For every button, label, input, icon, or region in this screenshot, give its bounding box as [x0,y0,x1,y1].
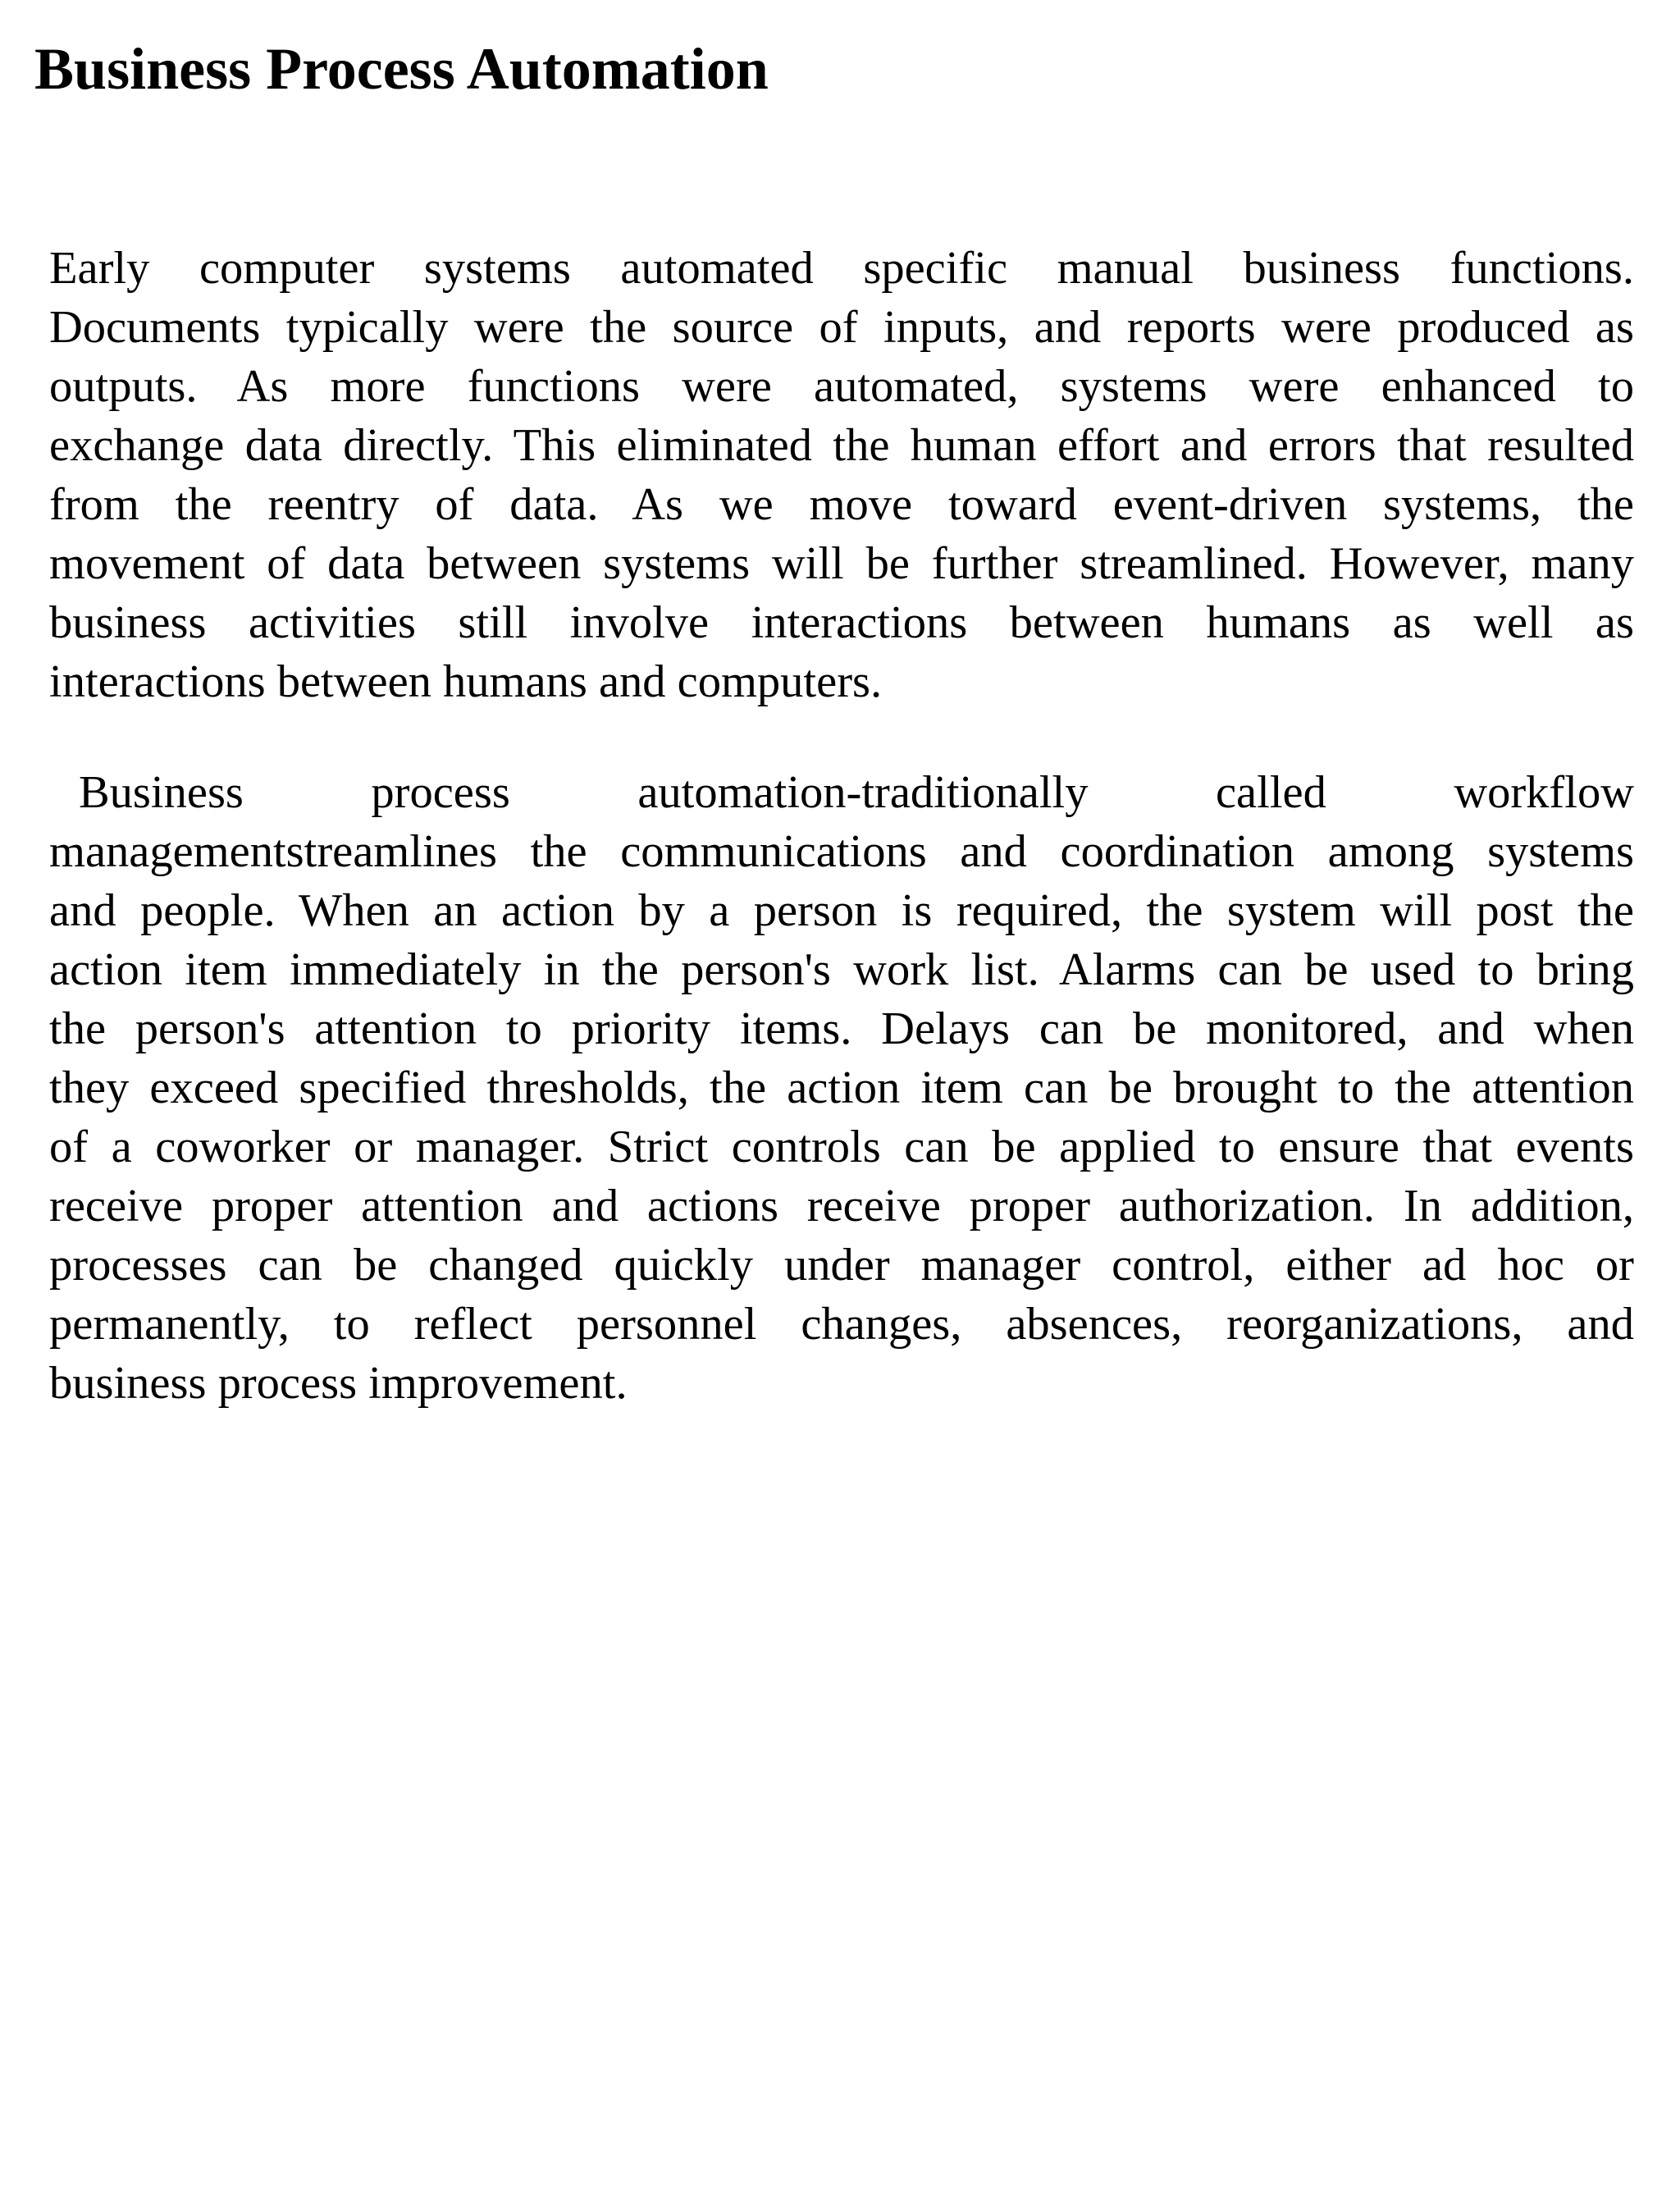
paragraph-line: outputs. As more functions were automated, systems were enhanced to [49,361,1634,412]
paragraph-line: processes can be changed quickly under manager control, either ad hoc or [49,1240,1634,1291]
paragraph-line: exchange data directly. This eliminated the human effort and errors that resulted [49,420,1634,471]
paragraph-line: Business process automation-traditionally called workflow [79,767,1634,818]
paragraph-line: managementstreamlines the communications and coordination among systems [49,826,1634,877]
paragraph-line: business process improvement. [49,1358,628,1409]
paragraph-line: business activities still involve interactions between humans as well as [49,597,1634,648]
paragraph-line: Early computer systems automated specific manual business functions. [49,243,1634,294]
page-title: Business Process Automation [34,36,769,102]
paragraph-line: they exceed specified thresholds, the action item can be brought to the attention [49,1062,1634,1113]
paragraph-line: receive proper attention and actions receive proper authorization. In addition, [49,1181,1634,1231]
paragraph-line: interactions between humans and computers. [49,656,883,707]
paragraph-line: movement of data between systems will be further streamlined. However, many [49,538,1634,589]
paragraph-line: permanently, to reflect personnel changes, absences, reorganizations, and [49,1299,1634,1350]
paragraph-line: Documents typically were the source of inputs, and reports were produced as [49,302,1634,353]
paragraph-line: the person's attention to priority items. Delays can be monitored, and when [49,1003,1634,1054]
paragraph-line: from the reentry of data. As we move toward event-driven systems, the [49,479,1634,530]
paragraph-line: of a coworker or manager. Strict controls can be applied to ensure that events [49,1122,1634,1172]
paragraph-line: and people. When an action by a person is required, the system will post the [49,885,1634,936]
paragraph-line: action item immediately in the person's work list. Alarms can be used to bring [49,944,1634,995]
